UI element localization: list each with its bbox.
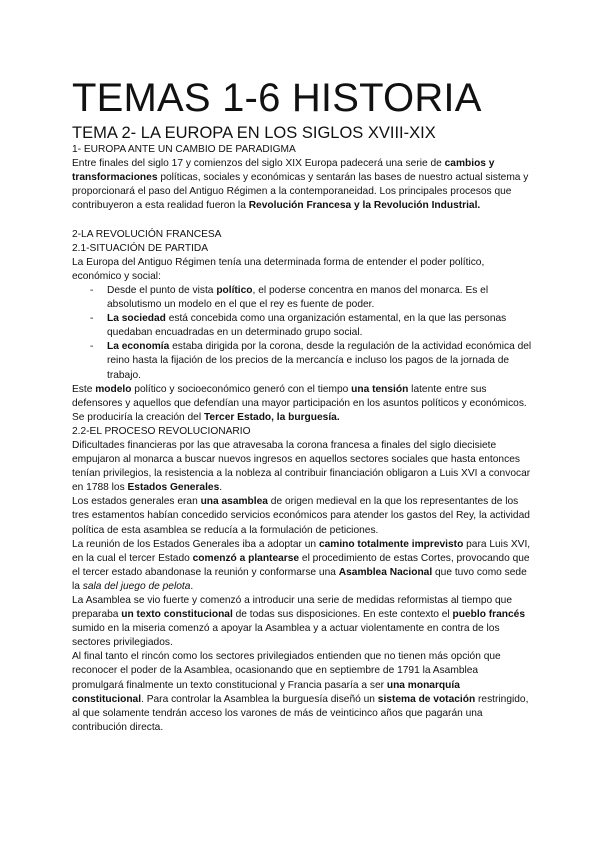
bullet-list (72, 284, 532, 383)
text-run: Los estados generales eran (72, 496, 201, 508)
bold-run: una monarquía constitucional (72, 679, 460, 705)
paragraph-difficulties (72, 439, 532, 495)
text-run: Dificultades financieras por las que atravesaba la corona francesa a finales del siglo diecisiete empujaron al monarca a buscar nuevos ingresos en aquellos sectores sociales que hasta entonces tenían privilegios, la resistencia a la nobleza al contribuir financiación obligaron a Luis XVI a convocar en 1788 los (72, 439, 531, 494)
list-item (72, 340, 532, 382)
bold-run: político (216, 284, 253, 296)
bold-run: una tensión (351, 383, 409, 395)
paragraph-assembly (72, 594, 532, 650)
section-heading-paradigm: 1- EUROPA ANTE UN CAMBIO DE PARADIGMA (72, 144, 296, 155)
text-run: , el poderse concentra en manos del monarca. Es el absolutismo un modelo en el que el rey es fuente de poder. (107, 284, 489, 311)
text-run: político y socioeconómico generó con el tiempo (131, 383, 352, 395)
bold-run: una asamblea (200, 496, 268, 508)
list-item (72, 312, 532, 340)
text-run: para Luis XVI, en la cual el tercer Estado (72, 538, 531, 564)
bullet-dash: - (90, 284, 94, 296)
bold-run: Revolución Francesa y la Revolución Industrial. (248, 200, 481, 212)
text-run: . (190, 580, 194, 592)
subsection-heading-process: 2.2-EL PROCESO REVOLUCIONARIO (72, 425, 251, 437)
text-run: de origen medieval en la que los representantes de los tres estamentos habían concedido servicios económicos para atender los gastos del Rey, la actividad política de esta asamblea se reducía a la formulación de peticiones. (72, 496, 530, 536)
bold-run: pueblo francés (452, 609, 525, 621)
bullet-dash: - (90, 313, 94, 325)
text-run: . Para controlar la Asamblea la burguesía diseñó un (141, 693, 378, 705)
paragraph-tension (72, 383, 532, 425)
bullet-dash: - (90, 341, 94, 353)
bold-run: Tercer Estado, la burguesía. (203, 411, 340, 423)
text-run: latente entre sus defensores y aquellos que defendían una mayor participación en los asuntos políticos y económicos. Se produciría la creación del (72, 383, 527, 423)
list-item (72, 284, 532, 312)
bold-run: cambios y transformaciones (72, 158, 495, 184)
document-title: TEMAS 1-6 HISTORIA (72, 76, 482, 120)
text-run: restringido, al que solamente tendrán acceso los varones de más de veinticinco años que pagarán una contribución directa. (72, 693, 529, 733)
paragraph-constitution (72, 650, 532, 735)
bold-run: sistema de votación (377, 693, 476, 705)
text-run: La reunión de los Estados Generales iba a adoptar un (72, 538, 319, 550)
bold-run: un texto constitucional (121, 609, 233, 621)
italic-run: sala del juego de pelota (82, 580, 191, 592)
paragraph-estates (72, 495, 532, 537)
text-run: el procedimiento de estas Cortes, provocando que el tercer estado abandonase la reunión y conformarse una (72, 552, 530, 578)
document-body (72, 143, 532, 735)
paragraph-meeting (72, 538, 532, 594)
text-run: estaba dirigida por la corona, desde la regulación de la actividad económica del reino hasta la fijación de los precios de la mercancía e incluso los pagos de la jornada de trabajo. (107, 341, 532, 381)
topic-subtitle: TEMA 2- LA EUROPA EN LOS SIGLOS XVIII-XIX (72, 124, 436, 142)
section-heading-revolution: 2-LA REVOLUCIÓN FRANCESA (72, 228, 222, 240)
text-run: Desde el punto de vista (107, 284, 217, 296)
paragraph-gap (72, 213, 532, 227)
bold-run: Estados Generales (127, 482, 220, 494)
text-run: La Asamblea se vio fuerte y comenzó a introducir una serie de medidas reformistas al tiempo que preparaba (72, 595, 512, 621)
text-run: está concebida como una organización estamental, en la que las personas quedaban encuadradas en un determinado grupo social. (107, 313, 507, 339)
text-run: de todas sus disposiciones. En este contexto el (232, 609, 453, 621)
text-run: que tuvo como sede la (72, 566, 527, 592)
text-run: Entre finales del siglo 17 y comienzos del siglo XIX Europa padecerá una serie de (72, 158, 445, 170)
subsection-heading-starting-point: 2.1-SITUACIÓN DE PARTIDA (72, 242, 209, 254)
bold-run: modelo (95, 383, 132, 395)
paragraph-paradigm (72, 157, 532, 213)
bold-run: Asamblea Nacional (338, 566, 433, 578)
bold-run: La economía (107, 341, 170, 353)
bold-run: La sociedad (107, 313, 166, 325)
text-run: Al final tanto el rincón como los sectores privilegiados entienden que no tienen más opción que reconocer el poder de la Asamblea, ocasionando que en septiembre de 1791 la Asamblea promulgará finalmente un texto constitucional y Francia pasaría a ser (72, 651, 501, 691)
text-run: políticas, sociales y económicas y sentarán las bases de nuestro actual sistema y proporcionará el paso del Antiguo Régimen a la contemporaneidad. Los principales procesos que contribuyeron a esta realidad fueron la (72, 172, 529, 212)
bold-run: comenzó a plantearse (192, 552, 300, 564)
bold-run: camino totalmente imprevisto (318, 538, 464, 550)
text-run: Este (72, 383, 96, 395)
text-run: . (219, 482, 223, 494)
text-run: sumido en la miseria comenzó a apoyar la Asamblea y a actuar violentamente en contra de los sectores privilegiados. (72, 623, 500, 649)
paragraph-intro: La Europa del Antiguo Régimen tenía una determinada forma de entender el poder político, económico y social: (72, 256, 485, 282)
